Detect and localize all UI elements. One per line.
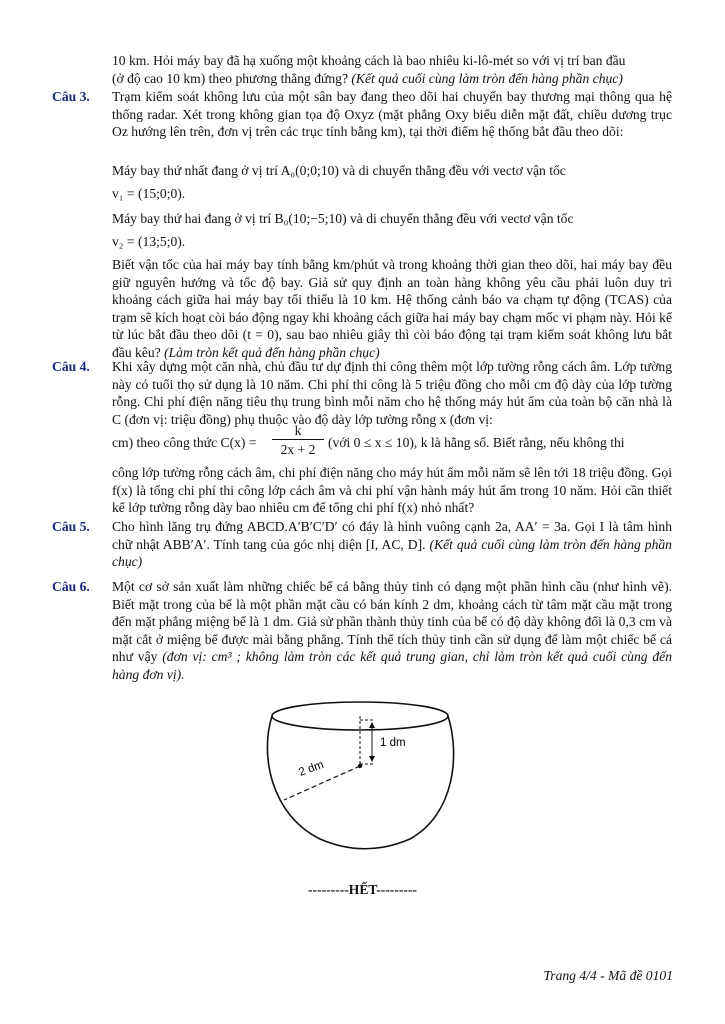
bowl-outer-arc: [267, 716, 453, 849]
q3-v2: v₂ = (13;5;0).: [112, 234, 186, 249]
q4-text-b: công lớp tường rỗng cách âm, chi phí điện năng cho máy hút ẩm mỗi năm sẽ lên tới 18 triệu đồng. Gọi f(x) là tổng chi phí thi công lớp cách âm và chi phí vận hành máy hút ẩm trong 10 năm. Hỏi cần thiết kế lớp tường rỗng dày bao nhiêu cm để tổng chi phí f(x) nhỏ nhất?: [112, 465, 672, 515]
prev-question-line2: (ở độ cao 10 km) theo phương thẳng đứng?: [112, 70, 352, 86]
q6-label: Câu 6.: [52, 579, 90, 594]
q5-note: (Kết quả cuối cùng làm tròn đến hàng phần chục): [112, 536, 672, 569]
q3-label: Câu 3.: [52, 89, 90, 104]
radius-label: 2 dm: [297, 758, 326, 779]
q6-text: [112, 578, 672, 683]
prev-question-note: (Kết quả cuối cùng làm tròn đến hàng phần chục): [351, 70, 623, 86]
page-footer: Trang 4/4 - Mã đề 0101: [543, 968, 673, 983]
q3-body-text: Biết vận tốc của hai máy bay tính bằng km/phút và trong khoảng thời gian theo dõi, hai máy bay đều giữ nguyên hướng và tốc độ bay. Giả sử quy định an toàn hàng không yêu cầu phải luôn duy trì khoảng cách giữa hai máy bay tối thiểu là 10 km. Hệ thống cảnh báo va chạm tự động (TCAS) của trạm sẽ kích hoạt còi báo động ngay khi khoảng cách giữa hai máy bay chạm mốc vi phạm này. Hỏi kể từ lúc bắt đầu theo dõi (t = 0), sau bao nhiêu giây thì còi báo động tại trạm kiểm soát không lưu bắt đầu kêu?: [112, 257, 672, 360]
q4-text-a: Khi xây dựng một căn nhà, chủ đầu tư dự định thi công thêm một lớp tường rỗng cách âm. Lớp tường này có tuổi thọ sử dụng là 10 năm. Chi phí thi công là 5 triệu đồng cho mỗi cm độ dày của lớp tường rỗng. Chi phí điện năng tiêu thụ trung bình mỗi năm cho hệ thống máy hút ẩm của toàn bộ căn nhà là C (đơn vị: triệu đồng) phụ thuộc vào độ dày lớp tường rỗng x (đơn vị:: [112, 359, 672, 427]
q3-intro: [112, 88, 672, 141]
q4-formula-pre: cm) theo công thức C(x) =: [112, 435, 257, 450]
height-arrow-down: [369, 756, 375, 762]
q6-note: (đơn vị: cm³ ; không làm tròn các kết quả trung gian, chỉ làm tròn kết quả cuối cùng đến hàng đơn vị).: [112, 649, 673, 682]
q3-note: (Làm tròn kết quả đến hàng phần chục): [164, 344, 380, 360]
height-arrow-up: [369, 722, 375, 728]
q4-formula-post: (với 0 ≤ x ≤ 10), k là hằng số. Biết rằng, nếu không thi: [328, 435, 625, 450]
q6-text-body: Một cơ sở sản xuất làm những chiếc bể cá bằng thủy tinh có dạng một phần hình cầu (như hình vẽ). Biết mặt trong của bể là một phần mặt cầu có bán kính 2 dm, khoảng cách từ tâm mặt cầu mặt trong đến mặt phẳng miệng bể là 1 dm. Giả sử phần thành thủy tinh của bể có độ dày không đổi là 0,3 cm và mặt cắt ở miệng bể được mài bằng phẳng. Tính thể tích thủy tinh cần sử dụng để làm một chiếc bể cá như vậy: [112, 579, 672, 664]
prev-question-tail: [112, 52, 672, 87]
q5-text: [112, 518, 672, 571]
fishbowl-diagram: [260, 694, 460, 854]
q3-body: [112, 256, 672, 361]
q3-plane2: Máy bay thứ hai đang ở vị trí B₀(10;−5;10) và di chuyển thẳng đều với vectơ vận tốc: [112, 211, 574, 226]
q5-text-body: Cho hình lăng trụ đứng ABCD.A′B′C′D′ có đáy là hình vuông cạnh 2a, AA′ = 3a. Gọi I là tâm hình chữ nhật ABB′A′. Tính tang của góc nhị diện [I, AC, D].: [112, 519, 672, 552]
q4-frac-den: 2x + 2: [280, 442, 316, 457]
end-mark: ---------HẾT---------: [308, 882, 417, 897]
q4-label: Câu 4.: [52, 359, 90, 374]
q4-formula-line: [112, 424, 672, 460]
q3-plane1: Máy bay thứ nhất đang ở vị trí A₀(0;0;10) và di chuyển thẳng đều với vectơ vận tốc: [112, 163, 566, 178]
height-label: 1 dm: [380, 737, 406, 749]
prev-question-line1: 10 km. Hỏi máy bay đã hạ xuống một khoảng cách là bao nhiêu ki-lô-mét so với vị trí ban đầu: [112, 53, 626, 68]
q3-intro-text: Trạm kiểm soát không lưu của một sân bay đang theo dõi hai chuyến bay thương mại thông qua hệ thống radar. Xét trong không gian tọa độ Oxyz (mặt phẳng Oxy biểu diễn mặt đất, chiều dương trục Oz hướng lên trên, đơn vị trên các trục tính bằng km), tại thời điểm hệ thống bắt đầu theo dõi:: [112, 89, 672, 139]
q5-label: Câu 5.: [52, 519, 90, 534]
q4-fraction: [272, 422, 324, 459]
fishbowl-figure: [260, 694, 460, 854]
sphere-center: [358, 764, 362, 768]
q3-v1: v₁ = (15;0;0).: [112, 186, 186, 201]
q4-frac-num: k: [272, 422, 324, 440]
